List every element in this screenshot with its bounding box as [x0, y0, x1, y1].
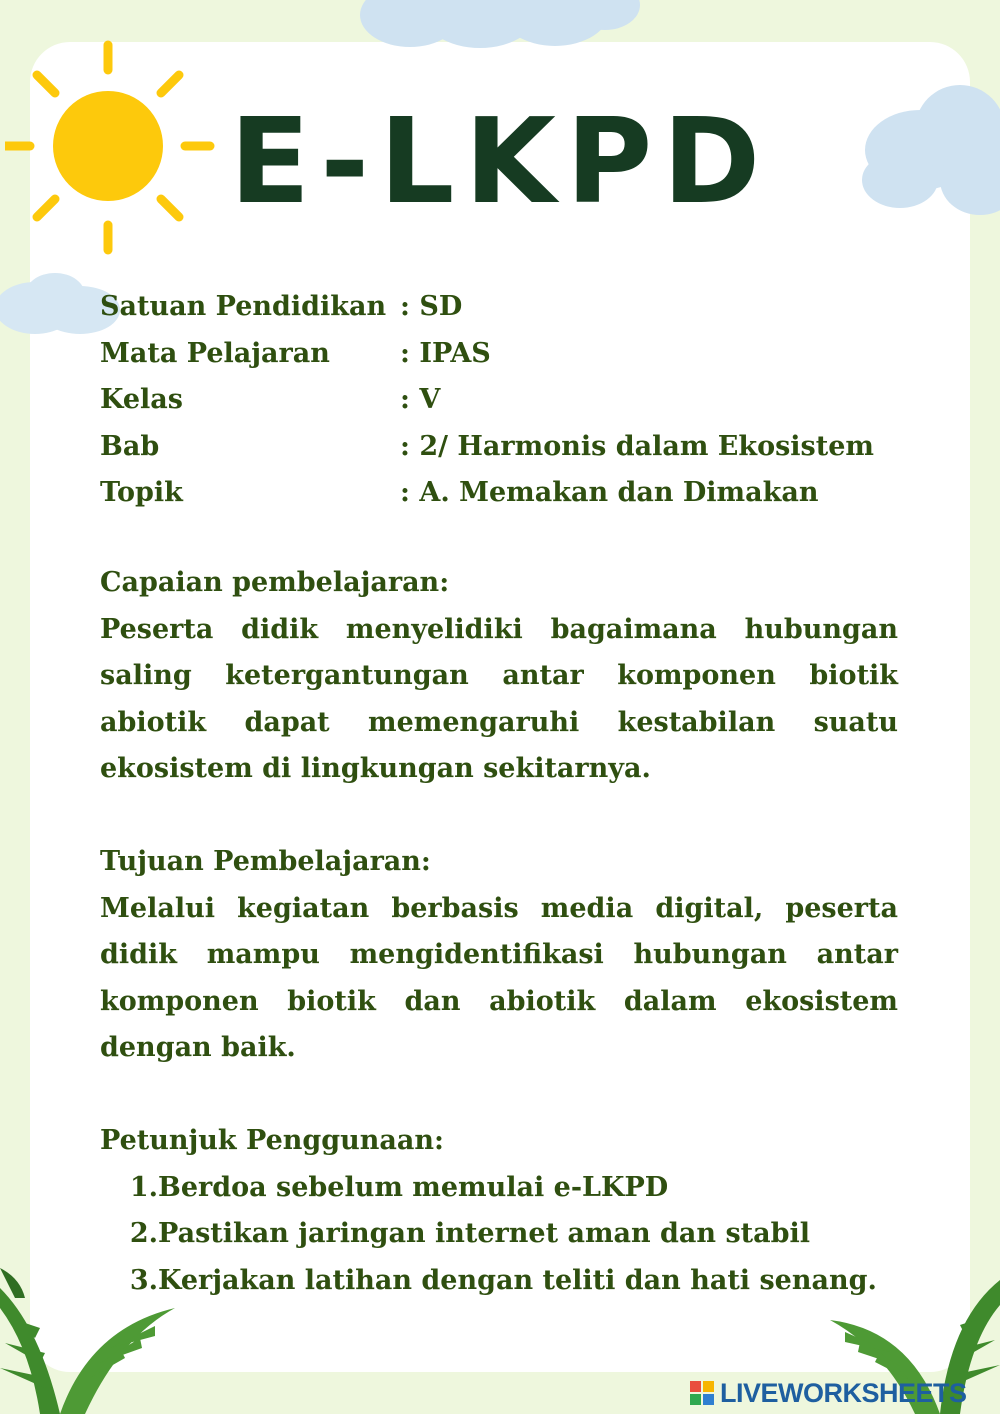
info-row [100, 377, 874, 424]
info-row [100, 284, 874, 331]
info-label: Kelas [100, 384, 184, 415]
petunjuk-list [100, 1165, 898, 1305]
capaian-heading: Capaian pembelajaran: [100, 567, 450, 598]
info-label: Mata Pelajaran [100, 337, 330, 369]
tujuan-text: Melalui kegiatan berbasis media digital, peserta didik mampu mengidentifikasi hubungan antar komponen biotik dan abiotik dalam ekosistem dengan baik. [100, 892, 898, 1063]
info-row [100, 470, 874, 517]
info-value: : 2/ Harmonis dalam Ekosistem [400, 430, 874, 462]
info-label: Bab [100, 430, 160, 462]
step-text: Pastikan jaringan internet aman dan stabil [158, 1218, 811, 1249]
petunjuk-section [100, 1118, 898, 1304]
identity-table [100, 284, 874, 517]
capaian-section [100, 560, 898, 793]
liveworksheets-watermark[interactable] [690, 1378, 967, 1408]
petunjuk-heading: Petunjuk Penggunaan: [100, 1125, 444, 1156]
list-item [100, 1211, 898, 1258]
step-text: Berdoa sebelum memulai e-LKPD [158, 1171, 669, 1203]
list-item [100, 1165, 898, 1212]
tujuan-heading: Tujuan Pembelajaran: [100, 846, 431, 877]
step-number: 2. [129, 1218, 158, 1249]
page-title: E-LKPD [229, 92, 771, 230]
cloud-icon [360, 0, 640, 55]
info-label: Satuan Pendidikan [100, 291, 387, 322]
step-text: Kerjakan latihan dengan teliti dan hati senang. [158, 1264, 877, 1296]
info-row [100, 424, 874, 471]
info-value: : IPAS [400, 337, 491, 369]
info-value: : A. Memakan dan Dimakan [400, 477, 819, 508]
watermark-text: LIVEWORKSHEETS [720, 1377, 967, 1408]
list-item [100, 1258, 898, 1305]
liveworksheets-logo-icon [690, 1381, 714, 1405]
tujuan-section [100, 839, 898, 1072]
info-value: : SD [400, 291, 463, 322]
step-number: 1. [129, 1171, 158, 1203]
info-label: Topik [100, 477, 183, 508]
step-number: 3. [129, 1264, 158, 1296]
info-row [100, 331, 874, 378]
info-value: : V [400, 384, 441, 415]
capaian-text: Peserta didik menyelidiki bagaimana hubungan saling ketergantungan antar komponen biotik abiotik dapat memengaruhi kestabilan suatu ekosistem di lingkungan sekitarnya. [100, 613, 898, 784]
